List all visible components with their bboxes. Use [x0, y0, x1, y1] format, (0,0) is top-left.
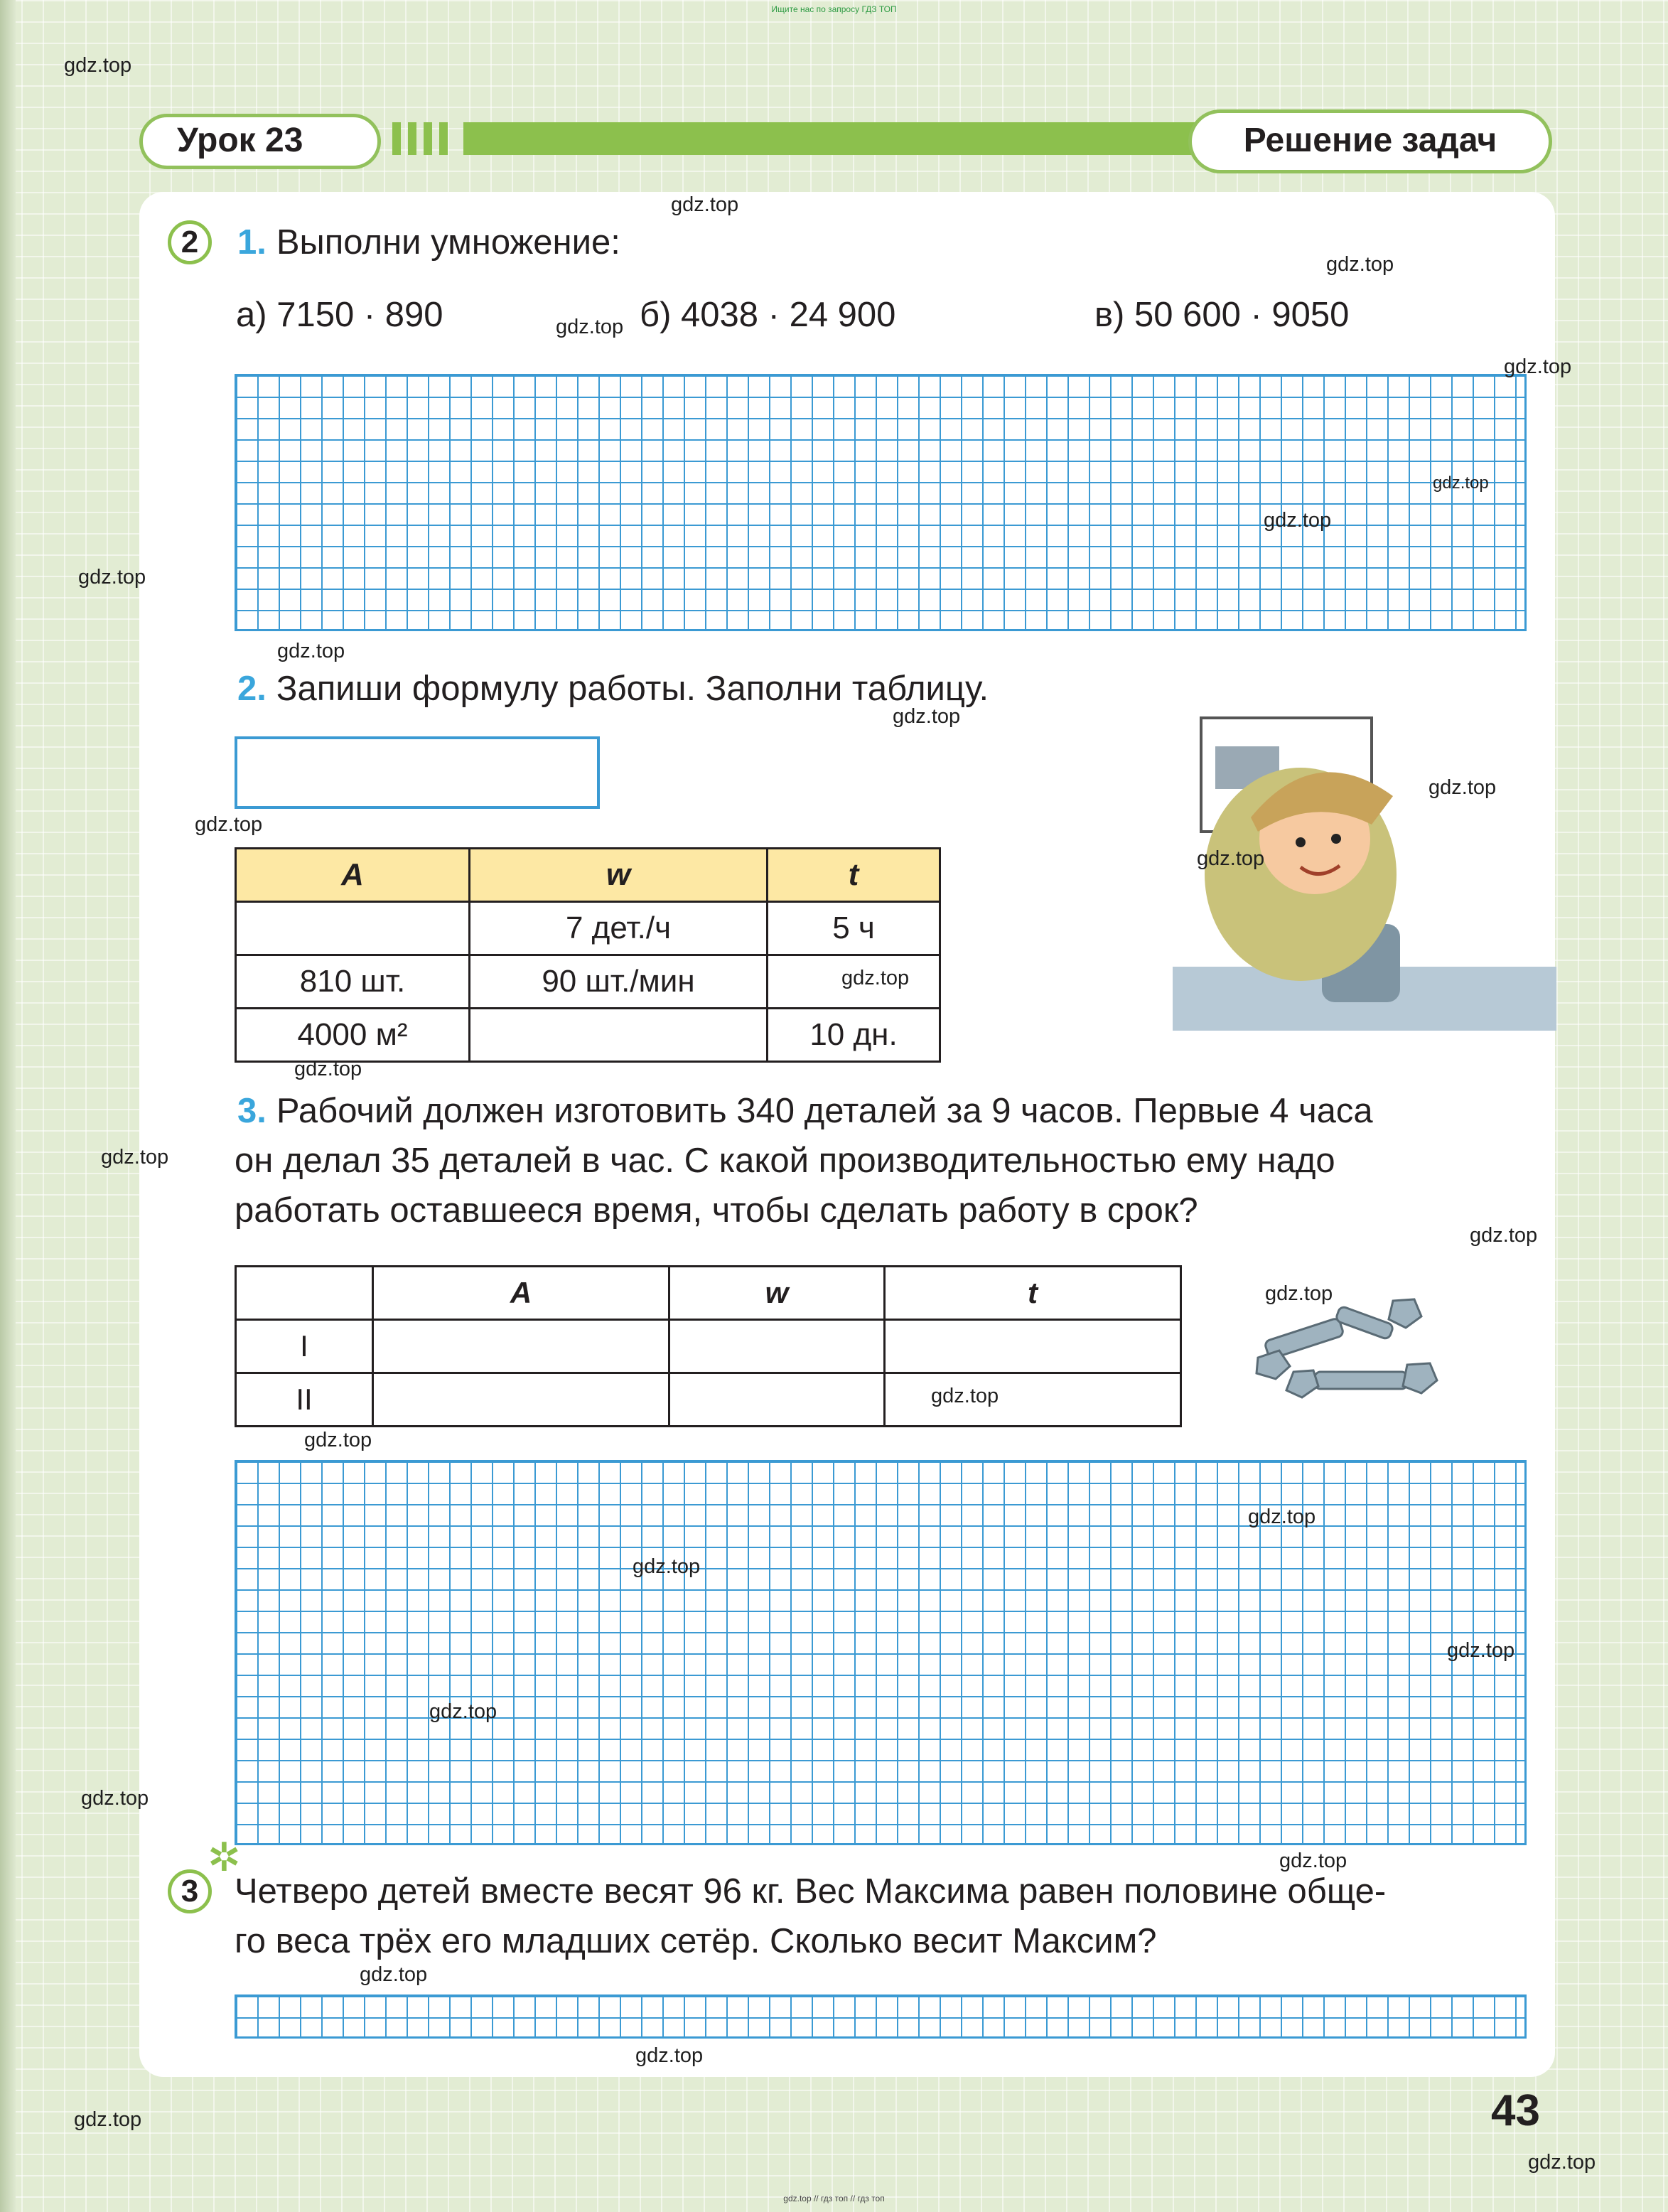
table-cell[interactable]	[373, 1320, 669, 1373]
watermark: gdz.top	[81, 1787, 149, 1810]
answer-grid-task3[interactable]	[235, 1460, 1527, 1845]
table-cell[interactable]	[373, 1373, 669, 1427]
table-row	[236, 1009, 940, 1062]
task3-line-2: он делал 35 деталей в час. С какой производительностью ему надо	[235, 1142, 1335, 1180]
watermark: gdz.top	[1264, 509, 1332, 532]
book-spine	[0, 0, 16, 2212]
task1-number: 1.	[237, 223, 267, 262]
task2-number: 2.	[237, 670, 267, 708]
star-icon: ✲	[208, 1835, 241, 1879]
table-header: w	[669, 1267, 885, 1320]
watermark: gdz.top	[304, 1429, 372, 1451]
task1-item-b	[640, 290, 895, 340]
watermark: gdz.top	[1470, 1224, 1538, 1247]
table-cell: 90 шт./мин	[470, 955, 768, 1009]
table-cell[interactable]	[885, 1373, 1181, 1427]
watermark: gdz.top	[1428, 776, 1497, 799]
lesson-title: Урок 23	[139, 114, 381, 169]
table-cell[interactable]	[236, 902, 470, 955]
topic-title: Решение задач	[1188, 109, 1552, 173]
table-cell: 810 шт.	[236, 955, 470, 1009]
table-header: w	[470, 849, 768, 902]
watermark: gdz.top	[64, 54, 132, 77]
task3-text: Рабочий должен изготовить 340 деталей за 9 часов. Первые 4 часа	[276, 1092, 1373, 1130]
watermark: gdz.top	[841, 967, 910, 989]
table-cell: 7 дет./ч	[470, 902, 768, 955]
watermark: gdz.top	[1197, 847, 1265, 870]
answer-grid-task1[interactable]	[235, 374, 1527, 631]
bottom-note: gdz.top // гдз топ // гдз топ	[783, 2194, 885, 2203]
watermark: gdz.top	[1326, 253, 1394, 276]
table-header: A	[236, 849, 470, 902]
task3-line-1	[237, 1086, 1373, 1136]
task3-number: 3.	[237, 1092, 267, 1130]
table-cell: II	[236, 1373, 373, 1427]
item-label: а)	[236, 296, 267, 334]
item-expression: 7150 · 890	[276, 296, 443, 334]
bolts-illustration	[1251, 1287, 1464, 1414]
task2-heading	[237, 664, 989, 714]
table-cell: 10 дн.	[768, 1009, 940, 1062]
watermark: gdz.top	[78, 566, 146, 589]
watermark: gdz.top	[931, 1385, 999, 1407]
watermark: gdz.top	[893, 705, 961, 728]
formula-input-box[interactable]	[235, 736, 600, 809]
table-cell[interactable]	[669, 1373, 885, 1427]
item-label: б)	[640, 296, 672, 334]
watermark: gdz.top	[1433, 473, 1489, 493]
table-cell: 5 ч	[768, 902, 940, 955]
task1-item-a	[236, 290, 443, 340]
watermark: gdz.top	[1279, 1849, 1347, 1872]
task1-heading	[237, 218, 620, 267]
task1-item-c	[1094, 290, 1349, 340]
watermark: gdz.top	[101, 1146, 169, 1169]
exercise3-number: 3	[168, 1869, 212, 1913]
item-expression: 50 600 · 9050	[1134, 296, 1350, 334]
watermark: gdz.top	[1265, 1282, 1333, 1305]
top-note: Ищите нас по запросу ГДЗ ТОП	[771, 4, 897, 14]
table-row	[236, 1320, 1181, 1373]
table-cell: I	[236, 1320, 373, 1373]
table-cell: 4000 м²	[236, 1009, 470, 1062]
watermark: gdz.top	[360, 1963, 428, 1986]
table-row	[236, 955, 940, 1009]
watermark: gdz.top	[277, 640, 345, 662]
answer-grid-exercise3[interactable]	[235, 1994, 1527, 2039]
table-header	[236, 1267, 373, 1320]
watermark: gdz.top	[633, 1555, 701, 1578]
item-expression: 4038 · 24 900	[681, 296, 896, 334]
task3-line-3: работать оставшееся время, чтобы сделать работу в срок?	[235, 1191, 1198, 1230]
exercise3-line-1: Четверо детей вместе весят 96 кг. Вес Максима равен половине обще-	[235, 1872, 1387, 1911]
watermark: gdz.top	[294, 1058, 362, 1080]
task3-table	[235, 1265, 1182, 1427]
worker-illustration	[1158, 711, 1556, 1045]
table-cell[interactable]	[885, 1320, 1181, 1373]
watermark: gdz.top	[671, 193, 739, 216]
watermark: gdz.top	[429, 1700, 497, 1723]
exercise3-line-2: го веса трёх его младших сетёр. Сколько весит Максим?	[235, 1922, 1157, 1960]
work-formula-table	[235, 847, 941, 1063]
item-label: в)	[1094, 296, 1125, 334]
table-cell[interactable]	[470, 1009, 768, 1062]
watermark: gdz.top	[74, 2108, 142, 2131]
table-header: t	[768, 849, 940, 902]
table-header: A	[373, 1267, 669, 1320]
header-stripes	[392, 122, 448, 155]
watermark: gdz.top	[1447, 1639, 1515, 1662]
exercise-number: 2	[168, 220, 212, 264]
task1-text: Выполни умножение:	[276, 223, 620, 262]
table-row	[236, 902, 940, 955]
watermark: gdz.top	[1248, 1505, 1316, 1528]
table-cell[interactable]	[669, 1320, 885, 1373]
watermark: gdz.top	[195, 813, 263, 836]
watermark: gdz.top	[556, 316, 624, 338]
page-number: 43	[1491, 2086, 1540, 2135]
task2-text: Запиши формулу работы. Заполни таблицу.	[276, 670, 989, 708]
watermark: gdz.top	[635, 2044, 704, 2067]
header-band	[463, 122, 1202, 155]
table-header: t	[885, 1267, 1181, 1320]
table-row	[236, 1373, 1181, 1427]
watermark: gdz.top	[1504, 355, 1572, 378]
watermark: gdz.top	[1528, 2151, 1596, 2174]
